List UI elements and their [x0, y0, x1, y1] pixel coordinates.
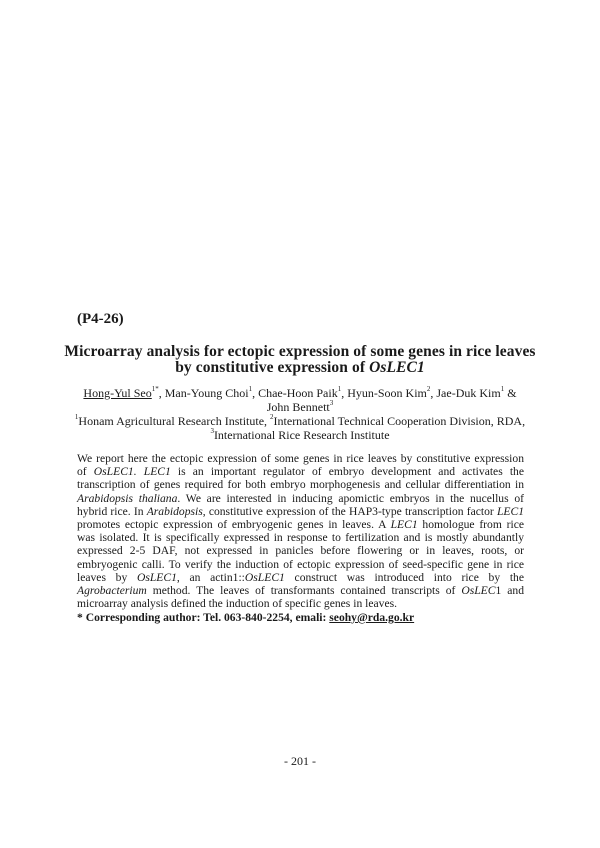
affiliation: International Rice Research Institute: [213, 428, 390, 442]
italic-term: OsLEC1: [244, 570, 285, 584]
italic-term: OsLEC1: [136, 570, 177, 584]
author: John Bennett: [266, 400, 330, 414]
body-line: [77, 597, 524, 610]
sup: 2: [426, 385, 431, 393]
text-segment: construct was introduced into rice by the: [284, 570, 524, 584]
sup: 1*: [151, 385, 159, 393]
text-segment: of: [77, 465, 94, 479]
body-line: [77, 492, 524, 505]
ampersand: &: [504, 386, 517, 400]
sup: 3: [210, 427, 214, 435]
text-segment: was isolated. It is specifically expressed in response to fertilization and is mostly abundantly: [77, 531, 524, 545]
abstract-code: (P4-26): [77, 311, 124, 327]
text-segment: transcription of genes required for both embryo morphogenesis and cellular differentiation in: [77, 478, 524, 492]
sup: 3: [329, 399, 334, 407]
affiliation-line-2: [60, 428, 540, 443]
text-segment: is an important regulator of embryo development and activates the: [170, 465, 524, 479]
sup: 1: [337, 385, 342, 393]
body-line: [77, 571, 524, 584]
author: , Chae-Hoon Paik: [252, 386, 338, 400]
corresponding-author: [77, 611, 414, 624]
body-line: [77, 505, 524, 518]
body-line: [77, 518, 524, 531]
text-segment: 1 and: [495, 584, 525, 597]
author: , Jae-Duk Kim: [430, 386, 501, 400]
author: , Man-Young Choi: [158, 386, 249, 400]
text-segment: promotes ectopic expression of embryogenic genes in leaves. A: [77, 518, 391, 531]
email-link[interactable]: seohy@rda.go.kr: [329, 611, 415, 624]
page-number: - 201 -: [284, 754, 316, 768]
text-segment: We report here the ectopic expression of some genes in rice leaves by constitutive expression: [77, 452, 524, 465]
italic-term: Agrobacterium: [77, 584, 147, 597]
body-line: [77, 544, 524, 557]
author-presenting: Hong-Yul Seo: [83, 386, 152, 400]
sup: 2: [270, 413, 274, 421]
text-segment: embryogenic calli. To verify the induction of ectopic expression of seed-specific gene in rice: [77, 557, 524, 571]
title-line-1: Microarray analysis for ectopic expression of some genes in rice leaves: [64, 343, 536, 360]
text-segment: , an actin1::: [176, 570, 245, 584]
body-line: [77, 478, 524, 491]
text-segment: . We are interested in inducing apomictic embryos in the nucellus of: [177, 491, 524, 505]
title-line-2: [60, 359, 540, 377]
body-line: [77, 584, 524, 597]
text-segment: method. The leaves of transformants contained transcripts of: [146, 584, 462, 597]
sup: 1: [248, 385, 253, 393]
text-segment: homologue from rice: [417, 518, 524, 531]
italic-term: Arabidopsis: [146, 504, 203, 518]
text-segment: expressed 2-5 DAF, not expressed in panicles before flowering or in leaves, roots, or: [77, 544, 524, 558]
title-gene: OsLEC1: [369, 359, 425, 376]
italic-term: LEC1: [496, 504, 524, 518]
italic-term: LEC1: [390, 518, 418, 531]
corresponding-label: * Corresponding author: Tel. 063-840-2254, emali:: [77, 611, 330, 624]
text-segment: leaves by: [77, 570, 137, 584]
body-line: [77, 452, 524, 465]
italic-term: OsLEC1. LEC1: [93, 465, 171, 479]
sup: 1: [500, 385, 505, 393]
authors-line-2: [60, 400, 540, 415]
text-segment: , constitutive expression of the HAP3-type transcription factor: [202, 504, 497, 518]
text-segment: hybrid rice. In: [77, 504, 147, 518]
authors-line-1: [60, 386, 540, 401]
body-line: [77, 465, 524, 478]
affiliation-line-1: [60, 414, 540, 429]
author: , Hyun-Soon Kim: [341, 386, 427, 400]
body-line: [77, 558, 524, 571]
affiliation: International Technical Cooperation Division, RDA,: [273, 414, 526, 428]
title-prefix: by constitutive expression of: [175, 359, 370, 376]
text-segment: microarray analysis defined the induction of specific genes in leaves.: [77, 597, 397, 611]
body-line: [77, 531, 524, 544]
italic-term: OsLEC: [461, 584, 496, 597]
sup: 1: [74, 413, 79, 421]
italic-term: Arabidopsis thaliana: [77, 491, 178, 505]
affiliation: Honam Agricultural Research Institute,: [78, 414, 271, 428]
